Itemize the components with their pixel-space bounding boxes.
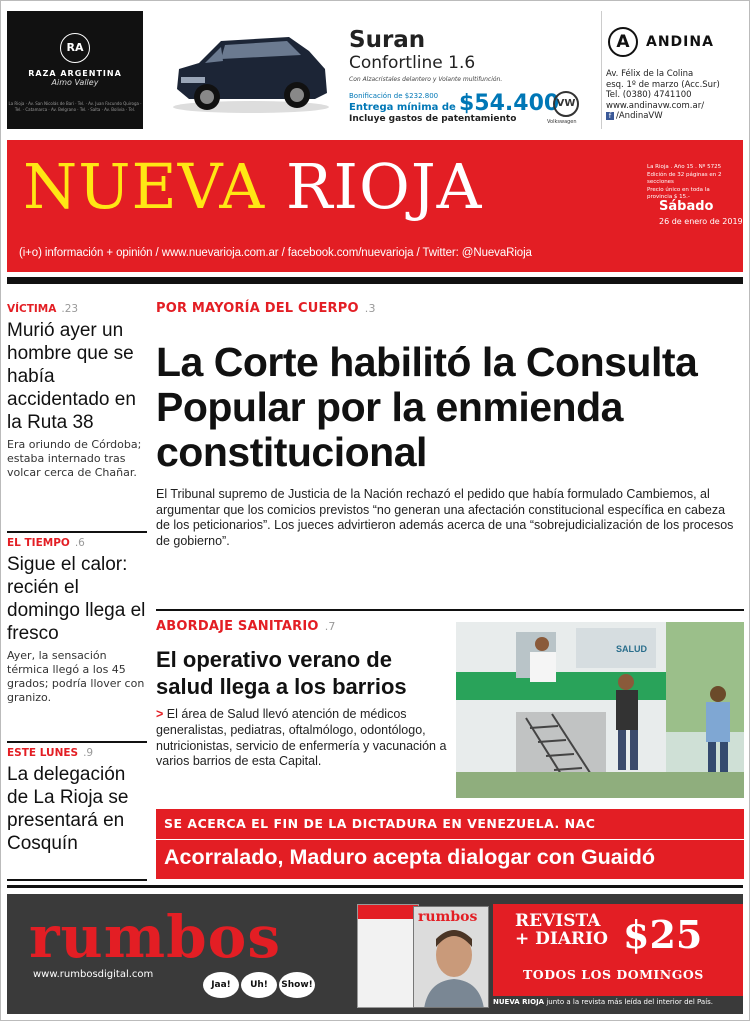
edition-meta-3: Precio único en toda la provincia $ 15.- [647, 186, 710, 200]
sidebar-story[interactable] [7, 747, 147, 881]
promo-price: $25 [623, 912, 703, 957]
ad-price: $54.400 [459, 91, 560, 116]
second-summary-text: El área de Salud llevó atención de médicos generalistas, pediatras, oftalmólogo, odontólogo, nutricionistas, servicio de enfermería y vacunación a varios barrios de esta Capital. [156, 707, 447, 769]
bubble-icon: Show! [279, 972, 315, 998]
page-ref: .23 [61, 303, 79, 315]
volkswagen-label: Volkswagen [547, 119, 577, 125]
ad-andina[interactable] [601, 11, 743, 129]
andina-contact [606, 69, 720, 122]
promo-box [493, 904, 743, 996]
story-headline[interactable]: La delegación de La Rioja se presentará en Cosquín [7, 764, 129, 854]
andina-facebook-link[interactable] [606, 111, 720, 122]
edition-date: 26 de enero de 2019 [659, 217, 743, 226]
andina-address-1: Av. Félix de la Colina [606, 69, 694, 79]
ad-raza-argentina[interactable] [7, 11, 143, 129]
title-word-2: RIOJA [285, 150, 483, 223]
page-ref: .7 [324, 620, 336, 633]
story-summary: Era oriundo de Córdoba; estaba internado tras volcar cerca de Chañar. [7, 438, 142, 479]
magazine-title: rumbos [418, 909, 478, 925]
main-summary: El Tribunal supremo de Justicia de la Nación rechazó el pedido que había formulado Cambiemos, al argumentar que los comicios previstos “no generan una afectación constitucional específica en cabeza de los peticionarios”. Los jueces advirtieron además acerca de una “sobrejudicialización de los procesos de gobierno”. [156, 487, 734, 548]
ad-rumbos[interactable] [7, 894, 743, 1014]
story-kicker [7, 303, 147, 315]
ad-features: Con Alzacristales delantero y Volante multifunción. [349, 76, 503, 83]
edition-meta-1: La Rioja . Año 15 . Nº 5725 [647, 164, 722, 170]
page-ref: .9 [83, 747, 94, 759]
ra-logo: RA [60, 33, 90, 63]
story-headline[interactable]: Sigue el calor: recién el domingo llega el fresco [7, 554, 146, 644]
magazine-cover-image [413, 906, 489, 1008]
main-story-divider [156, 609, 744, 611]
kicker-label: EL TIEMPO [7, 537, 70, 549]
masthead-divider [7, 277, 743, 284]
promo-footer [493, 998, 713, 1006]
ra-fineprint: La Rioja · Av. San Nicolás de Bari · Tel. · Av. Juan Facundo Quiroga · Tel. · Catamarca · Av. Belgrano · Tel. · Salta · Av. Bolivia · Tel. [8, 101, 142, 112]
sidebar-story[interactable] [7, 303, 147, 533]
venezuela-kicker: SE ACERCA EL FIN DE LA DICTADURA EN VENEZUELA. NAC [164, 816, 596, 831]
andina-name: ANDINA [646, 34, 714, 50]
ad-includes: Incluye gastos de patentamiento [349, 114, 517, 124]
andina-web-link[interactable]: www.andinavw.com.ar/ [606, 100, 705, 111]
newspaper-cover-image [357, 904, 419, 1008]
page-ref: .6 [74, 537, 85, 549]
rumbos-url[interactable]: www.rumbosdigital.com [33, 969, 154, 980]
main-story[interactable] [156, 301, 744, 549]
promo-footer-brand: NUEVA RIOJA [493, 998, 545, 1006]
kicker-label: POR MAYORÍA DEL CUERPO [156, 301, 359, 316]
promo-line-2: + DIARIO [515, 929, 608, 949]
promo-line-1: REVISTA [515, 911, 601, 931]
second-kicker [156, 619, 448, 634]
edition-day: Sábado [659, 199, 714, 214]
promo-days: TODOS LOS DOMINGOS [523, 967, 704, 982]
ra-brand-name: RAZA ARGENTINA [28, 69, 122, 78]
photo-image [456, 622, 744, 798]
main-headline[interactable]: La Corte habilitó la Consulta Popular por la enmienda constitucional [156, 339, 698, 475]
volkswagen-logo-icon: VW [553, 91, 579, 117]
kicker-label: ESTE LUNES [7, 747, 79, 759]
title-word-1: NUEVA [23, 150, 266, 223]
sidebar-story[interactable] [7, 537, 147, 743]
ra-brand-sub: Aimo Valley [51, 78, 99, 87]
andina-logo-icon: A [608, 27, 638, 57]
page-ref: .3 [364, 302, 376, 315]
edition-info [647, 164, 729, 202]
promo-lines [515, 912, 608, 948]
bottom-divider [7, 885, 743, 888]
second-story[interactable] [156, 619, 448, 770]
ad-model: Suran [349, 27, 426, 53]
andina-address-2: esq. 1º de marzo (Acc.Sur) [606, 79, 720, 90]
promo-footer-text: junto a la revista más leída del interior del País. [546, 998, 714, 1006]
main-kicker [156, 301, 744, 316]
bubble-icon: Uh! [241, 972, 277, 998]
story-headline[interactable]: Murió ayer un hombre que se había accidentado en la Ruta 38 [7, 320, 136, 433]
rumbos-logo: rumbos [29, 903, 281, 971]
andina-facebook-label: /AndinaVW [616, 111, 663, 121]
kicker-label: VÍCTIMA [7, 303, 57, 315]
story-kicker [7, 747, 147, 759]
second-headline[interactable]: El operativo verano de salud llega a los barrios [156, 647, 407, 699]
ad-suran[interactable] [149, 11, 597, 129]
ad-entry: Entrega mínima de [349, 102, 456, 113]
speech-bubbles [203, 972, 317, 998]
car-image [169, 33, 331, 115]
second-summary [156, 707, 448, 770]
photo-sign: SALUD [616, 644, 647, 654]
venezuela-headline[interactable]: Acorralado, Maduro acepta dialogar con Guaidó [164, 845, 656, 869]
edition-meta-2: Edición de 32 páginas en 2 secciones [647, 171, 722, 185]
masthead [7, 140, 743, 272]
kicker-label: ABORDAJE SANITARIO [156, 619, 319, 634]
masthead-tagline[interactable]: (i+o) información + opinión / www.nuevarioja.com.ar / facebook.com/nuevarioja / Twitter: @NuevaRioja [19, 247, 532, 259]
story-kicker [7, 537, 147, 549]
venezuela-divider [156, 839, 744, 840]
story-summary: Ayer, la sensación térmica llegó a los 45 grados; podría llover con granizo. [7, 649, 145, 704]
newspaper-title[interactable] [23, 150, 482, 223]
ad-version: Confortline 1.6 [349, 53, 476, 73]
venezuela-story[interactable] [156, 809, 744, 879]
facebook-icon: f [606, 112, 614, 120]
arrow-icon: > [156, 707, 164, 721]
ad-bonus: Bonificación de $232.800 [349, 92, 439, 100]
sidebar [7, 291, 147, 881]
health-operation-photo[interactable] [456, 622, 744, 798]
bubble-icon: Jaa! [203, 972, 239, 998]
andina-phone: Tel. (0380) 4741100 [606, 90, 692, 100]
